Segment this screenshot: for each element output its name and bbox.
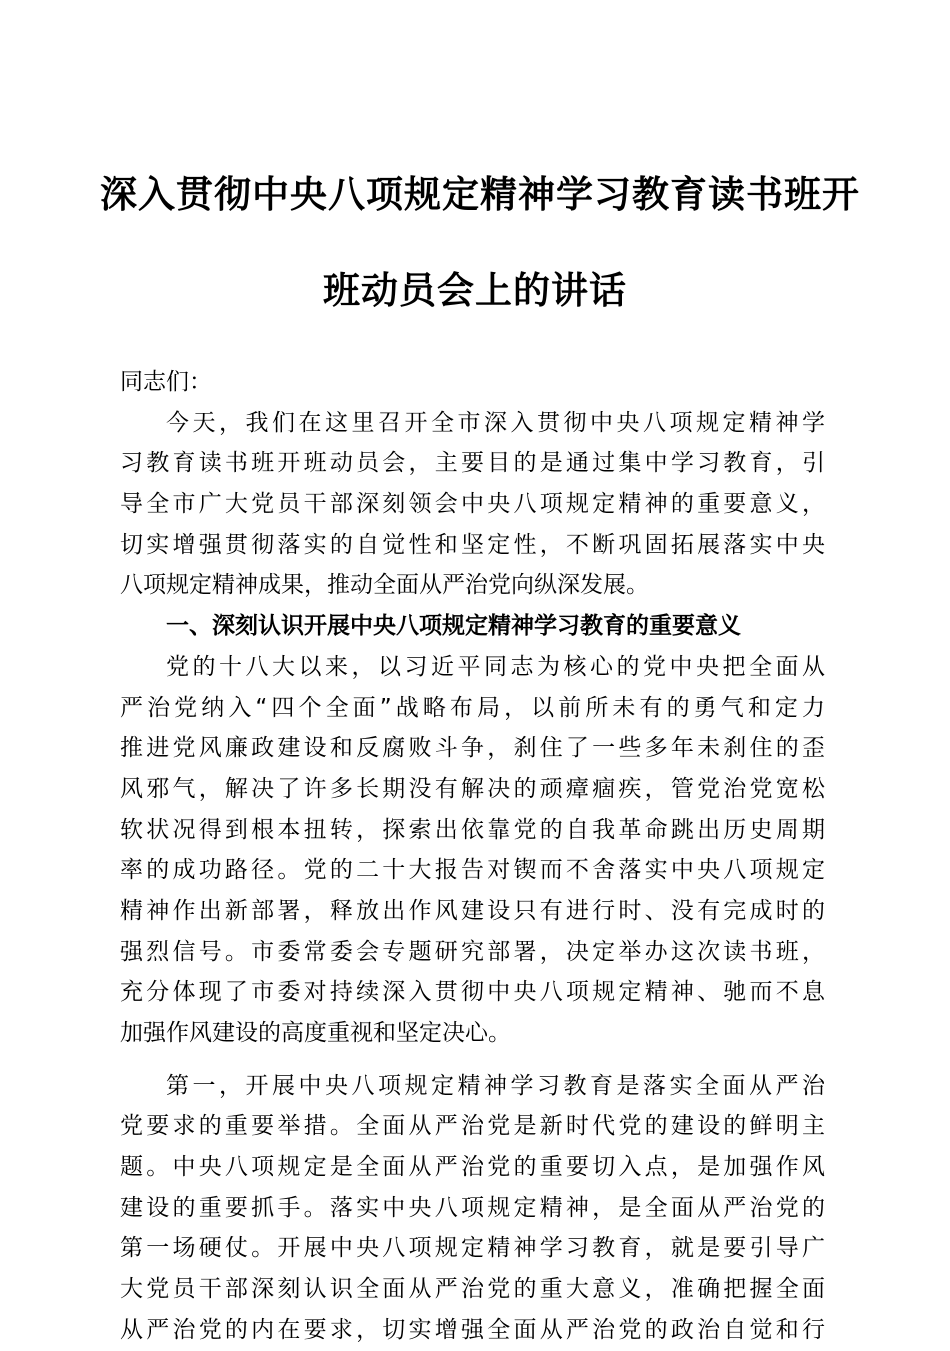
paragraph-2-line: 充分体现了市委对持续深入贯彻中央八项规定精神、驰而不息 — [120, 979, 825, 1006]
paragraph-1-line: 今天，我们在这里召开全市深入贯彻中央八项规定精神学 — [166, 409, 825, 436]
paragraph-1-line: 习教育读书班开班动员会，主要目的是通过集中学习教育，引 — [120, 450, 825, 477]
paragraph-2-line: 强烈信号。市委常委会专题研究部署，决定举办这次读书班， — [120, 938, 825, 965]
paragraph-3-line: 大党员干部深刻认识全面从严治党的重大意义，准确把握全面 — [120, 1276, 825, 1303]
paragraph-3-line: 第一场硬仗。开展中央八项规定精神学习教育，就是要引导广 — [120, 1235, 825, 1262]
paragraph-1-line: 导全市广大党员干部深刻领会中央八项规定精神的重要意义， — [120, 491, 825, 518]
paragraph-gap — [120, 1054, 825, 1066]
paragraph-2-line: 党的十八大以来，以习近平同志为核心的党中央把全面从 — [166, 653, 825, 680]
paragraph-3-line: 从严治党的内在要求，切实增强全面从严治党的政治自觉和行 — [120, 1316, 825, 1343]
paragraph-1-line: 八项规定精神成果，推动全面从严治党向纵深发展。 — [120, 572, 649, 599]
paragraph-3-line: 第一，开展中央八项规定精神学习教育是落实全面从严治 — [166, 1072, 825, 1099]
paragraph-2-line: 加强作风建设的高度重视和坚定决心。 — [120, 1020, 511, 1046]
paragraph-3-line: 题。中央八项规定是全面从严治党的重要切入点，是加强作风 — [120, 1154, 825, 1181]
document-title-line-1: 深入贯彻中央八项规定精神学习教育读书班开 — [100, 172, 860, 216]
salutation: 同志们： — [120, 369, 212, 395]
section-heading-1: 一、深刻认识开展中央八项规定精神学习教育的重要意义 — [166, 613, 741, 640]
paragraph-2-line: 推进党风廉政建设和反腐败斗争，刹住了一些多年未刹住的歪 — [120, 735, 825, 762]
paragraph-1-line: 切实增强贯彻落实的自觉性和坚定性，不断巩固拓展落实中央 — [120, 531, 825, 558]
paragraph-2-line: 严治党纳入“四个全面”战略布局，以前所未有的勇气和定力 — [120, 694, 825, 721]
paragraph-2-line: 风邪气，解决了许多长期没有解决的顽瘴痼疾，管党治党宽松 — [120, 775, 825, 802]
paragraph-2-line: 精神作出新部署，释放出作风建设只有进行时、没有完成时的 — [120, 897, 825, 924]
paragraph-3-line: 建设的重要抓手。落实中央八项规定精神，是全面从严治党的 — [120, 1194, 825, 1221]
document-title-line-2: 班动员会上的讲话 — [323, 268, 627, 312]
paragraph-3-line: 党要求的重要举措。全面从严治党是新时代党的建设的鲜明主 — [120, 1113, 825, 1140]
paragraph-2-line: 软状况得到根本扭转，探索出依靠党的自我革命跳出历史周期 — [120, 816, 825, 843]
paragraph-2-line: 率的成功路径。党的二十大报告对锲而不舍落实中央八项规定 — [120, 857, 825, 884]
document-body — [120, 362, 825, 1351]
